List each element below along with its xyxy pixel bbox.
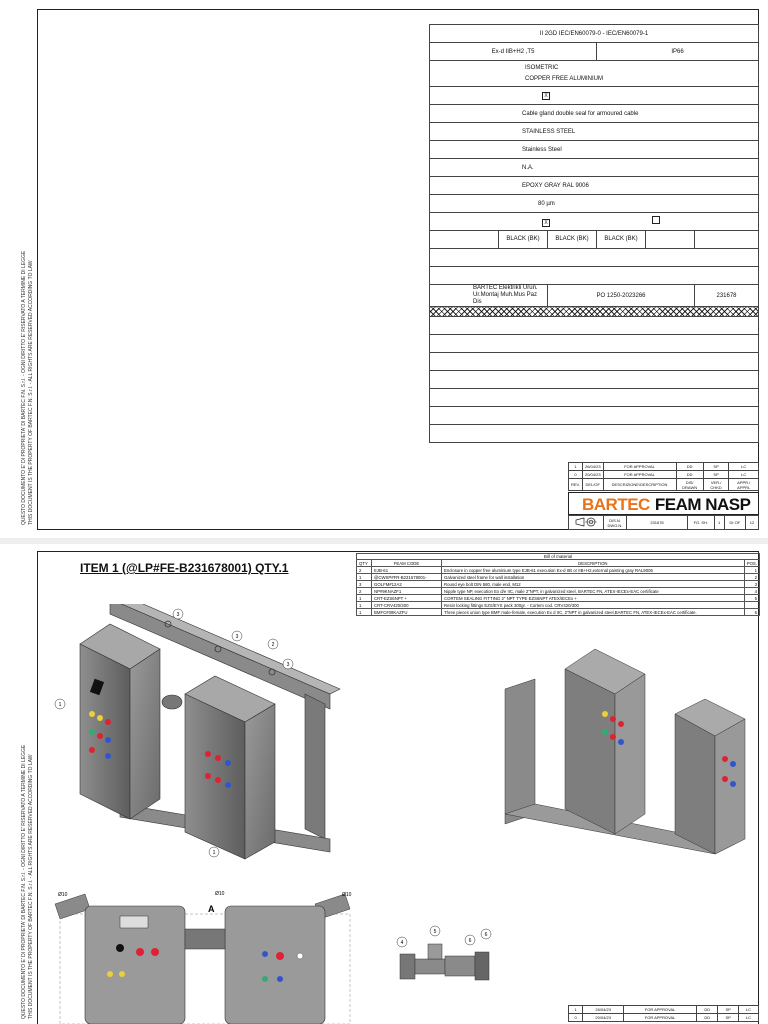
view-material-cell: ISOMETRIC COPPER FREE ALUMINIUM — [430, 61, 759, 87]
revision-row: 0 20/04/23 FOR APPROVAL DD SP LC — [569, 1014, 759, 1022]
svg-text:1: 1 — [212, 850, 216, 856]
ip-rating: IP66 — [597, 43, 759, 61]
bom-header: QTY FEAM CODE DESCRIPTION POS. — [357, 560, 760, 567]
fitting-detail-drawing — [390, 924, 500, 1004]
front-view-drawing — [50, 884, 360, 1024]
svg-text:2: 2 — [271, 642, 275, 648]
copyright-side-text: QUESTO DOCUMENTO E' DI PROPRIETA' DI BARTEC F.N. S.r.l. - OGNI DIRITTO E' RISERVATO A TERMINE DI LEGGE THIS DOCUMENT IS THE PROPERTY OF BARTEC F.N. S.r.l. - ALL RIGHTS ARE RESERVED ACCORDING TO LAW — [21, 250, 34, 525]
color-3: BLACK (BK) — [597, 231, 646, 249]
protection-marking: Ex-d IIB+H2 ,T5 — [430, 43, 597, 61]
copyright-side-text: QUESTO DOCUMENTO E' DI PROPRIETA' DI BARTEC F.N. S.r.l. - OGNI DIRITTO E' RISERVATO A TERMINE DI LEGGE THIS DOCUMENT IS THE PROPERTY OF BARTEC F.N. S.r.l. - ALL RIGHTS ARE RESERVED ACCORDING TO LAW — [21, 744, 34, 1019]
sheet-number: 1 — [714, 516, 724, 530]
atex-marking: II 2GD IEC/EN60079-0 - IEC/EN60079-1 — [430, 25, 759, 43]
checkbox-empty — [652, 216, 660, 224]
customer-name: BARTEC Elektrikli Urun. Ur.Montaj Muh.Mus Paz Dis — [430, 285, 548, 307]
table-row: 2 EJB-61 Enclosure in copper free aluminium type EJB-61 execution Ex-d IIB or IIB+H2,external painting gray RAL9006 1 — [357, 567, 760, 574]
revision-row: 0 20/04/23 FOR APPROVAL DD SP LC — [569, 471, 759, 479]
svg-text:6: 6 — [468, 938, 472, 944]
dimension-diameter: Ø10 — [342, 892, 352, 898]
svg-text:3: 3 — [286, 662, 290, 668]
section-label: A — [208, 904, 215, 914]
na-spec: N.A. — [430, 159, 759, 177]
steel-spec-2: Stainless Steel — [430, 141, 759, 159]
revision-header: REV. DEL/OF DESCRIZIONE/DESCRIPTION DIS/ DRAWN VER./ CHKD APPR./ APPRL — [569, 479, 759, 491]
bill-of-material-table — [356, 553, 760, 616]
svg-text:6: 6 — [484, 932, 488, 938]
table-row: 2 NP#9KNAZF1 Nipple type NP, execution Ex d/e IIC, male 2"NPT, in galvanized steel, BARTEC FN, ATEX-IECEx-EAC certificate 4 — [357, 588, 760, 595]
item-title: ITEM 1 (@LP#FE-B231678001) QTY.1 — [80, 561, 289, 575]
bartec-feam-logo: BARTEC FEAM NASP — [582, 495, 751, 514]
revision-table — [568, 1005, 759, 1022]
po-number: PO 1250-2023266 — [548, 285, 695, 307]
revision-row: 1 26/04/23 FOR APPROVAL DD SP LC — [569, 1006, 759, 1014]
projection-symbol-icon — [569, 516, 604, 530]
svg-text:1: 1 — [58, 702, 62, 708]
checkbox-checked: X — [542, 92, 550, 100]
gland-spec: Cable gland double seal for armoured cable — [430, 105, 759, 123]
svg-text:3: 3 — [176, 612, 180, 618]
table-row: 1 CRT-EZS6NPT + CORTEM SEALING FITTING 2" NPT TYPE EZS6NPT ATEX/IECEx + 5 — [357, 595, 760, 602]
dimension-diameter: Ø10 — [58, 892, 68, 898]
bom-title: Bill of material — [356, 553, 760, 559]
spec-table — [429, 24, 759, 443]
svg-text:4: 4 — [400, 940, 404, 946]
svg-text:5: 5 — [433, 929, 437, 935]
color-1: BLACK (BK) — [499, 231, 548, 249]
revision-table — [568, 462, 759, 491]
dimension-diameter: Ø10 — [215, 891, 225, 897]
table-row: 1 @CWSP#FR-B231678001- Galvanized steel frame for wall installation 2 — [357, 574, 760, 581]
paint-spec: EPOXY GRAY RAL 9006 — [430, 177, 759, 195]
table-row: 1 CRT-CRV420/300 Resin locking fittings EZS/EYS pack 300gr. - Cortem cod. CRV420/300 — [357, 602, 760, 609]
revision-row: 1 26/04/23 FOR APPROVAL DD SP LC — [569, 463, 759, 471]
isometric-assembly-drawing — [50, 604, 350, 874]
isometric-back-view — [495, 644, 755, 864]
table-row: 1 BMFC#08KAZFU Three pieces union type BMF male-female, execution Ex d IIC, 2"NPT in galvanized steel,BARTEC FN, ATEX-IECEx-EAC certificate. 6 — [357, 609, 760, 616]
drawing-number: 231678 — [627, 516, 688, 530]
svg-text:3: 3 — [235, 634, 239, 640]
title-block-footer: DIS.N. DWG.N. 231678 FG. SH. 1 DI OF 12 — [568, 515, 759, 530]
steel-spec: STAINLESS STEEL — [430, 123, 759, 141]
color-2: BLACK (BK) — [548, 231, 597, 249]
checkbox-checked: X — [542, 219, 550, 227]
hatched-separator — [430, 307, 759, 317]
sheet-total: 12 — [746, 516, 759, 530]
paint-thickness: 80 µm — [430, 195, 759, 213]
table-row: 3 GOLFM#12A2 Round eye bolt DIN 580, male end, M12 3 — [357, 581, 760, 588]
drawing-sheet-2 — [0, 544, 768, 1024]
order-number: 231678 — [695, 285, 759, 307]
